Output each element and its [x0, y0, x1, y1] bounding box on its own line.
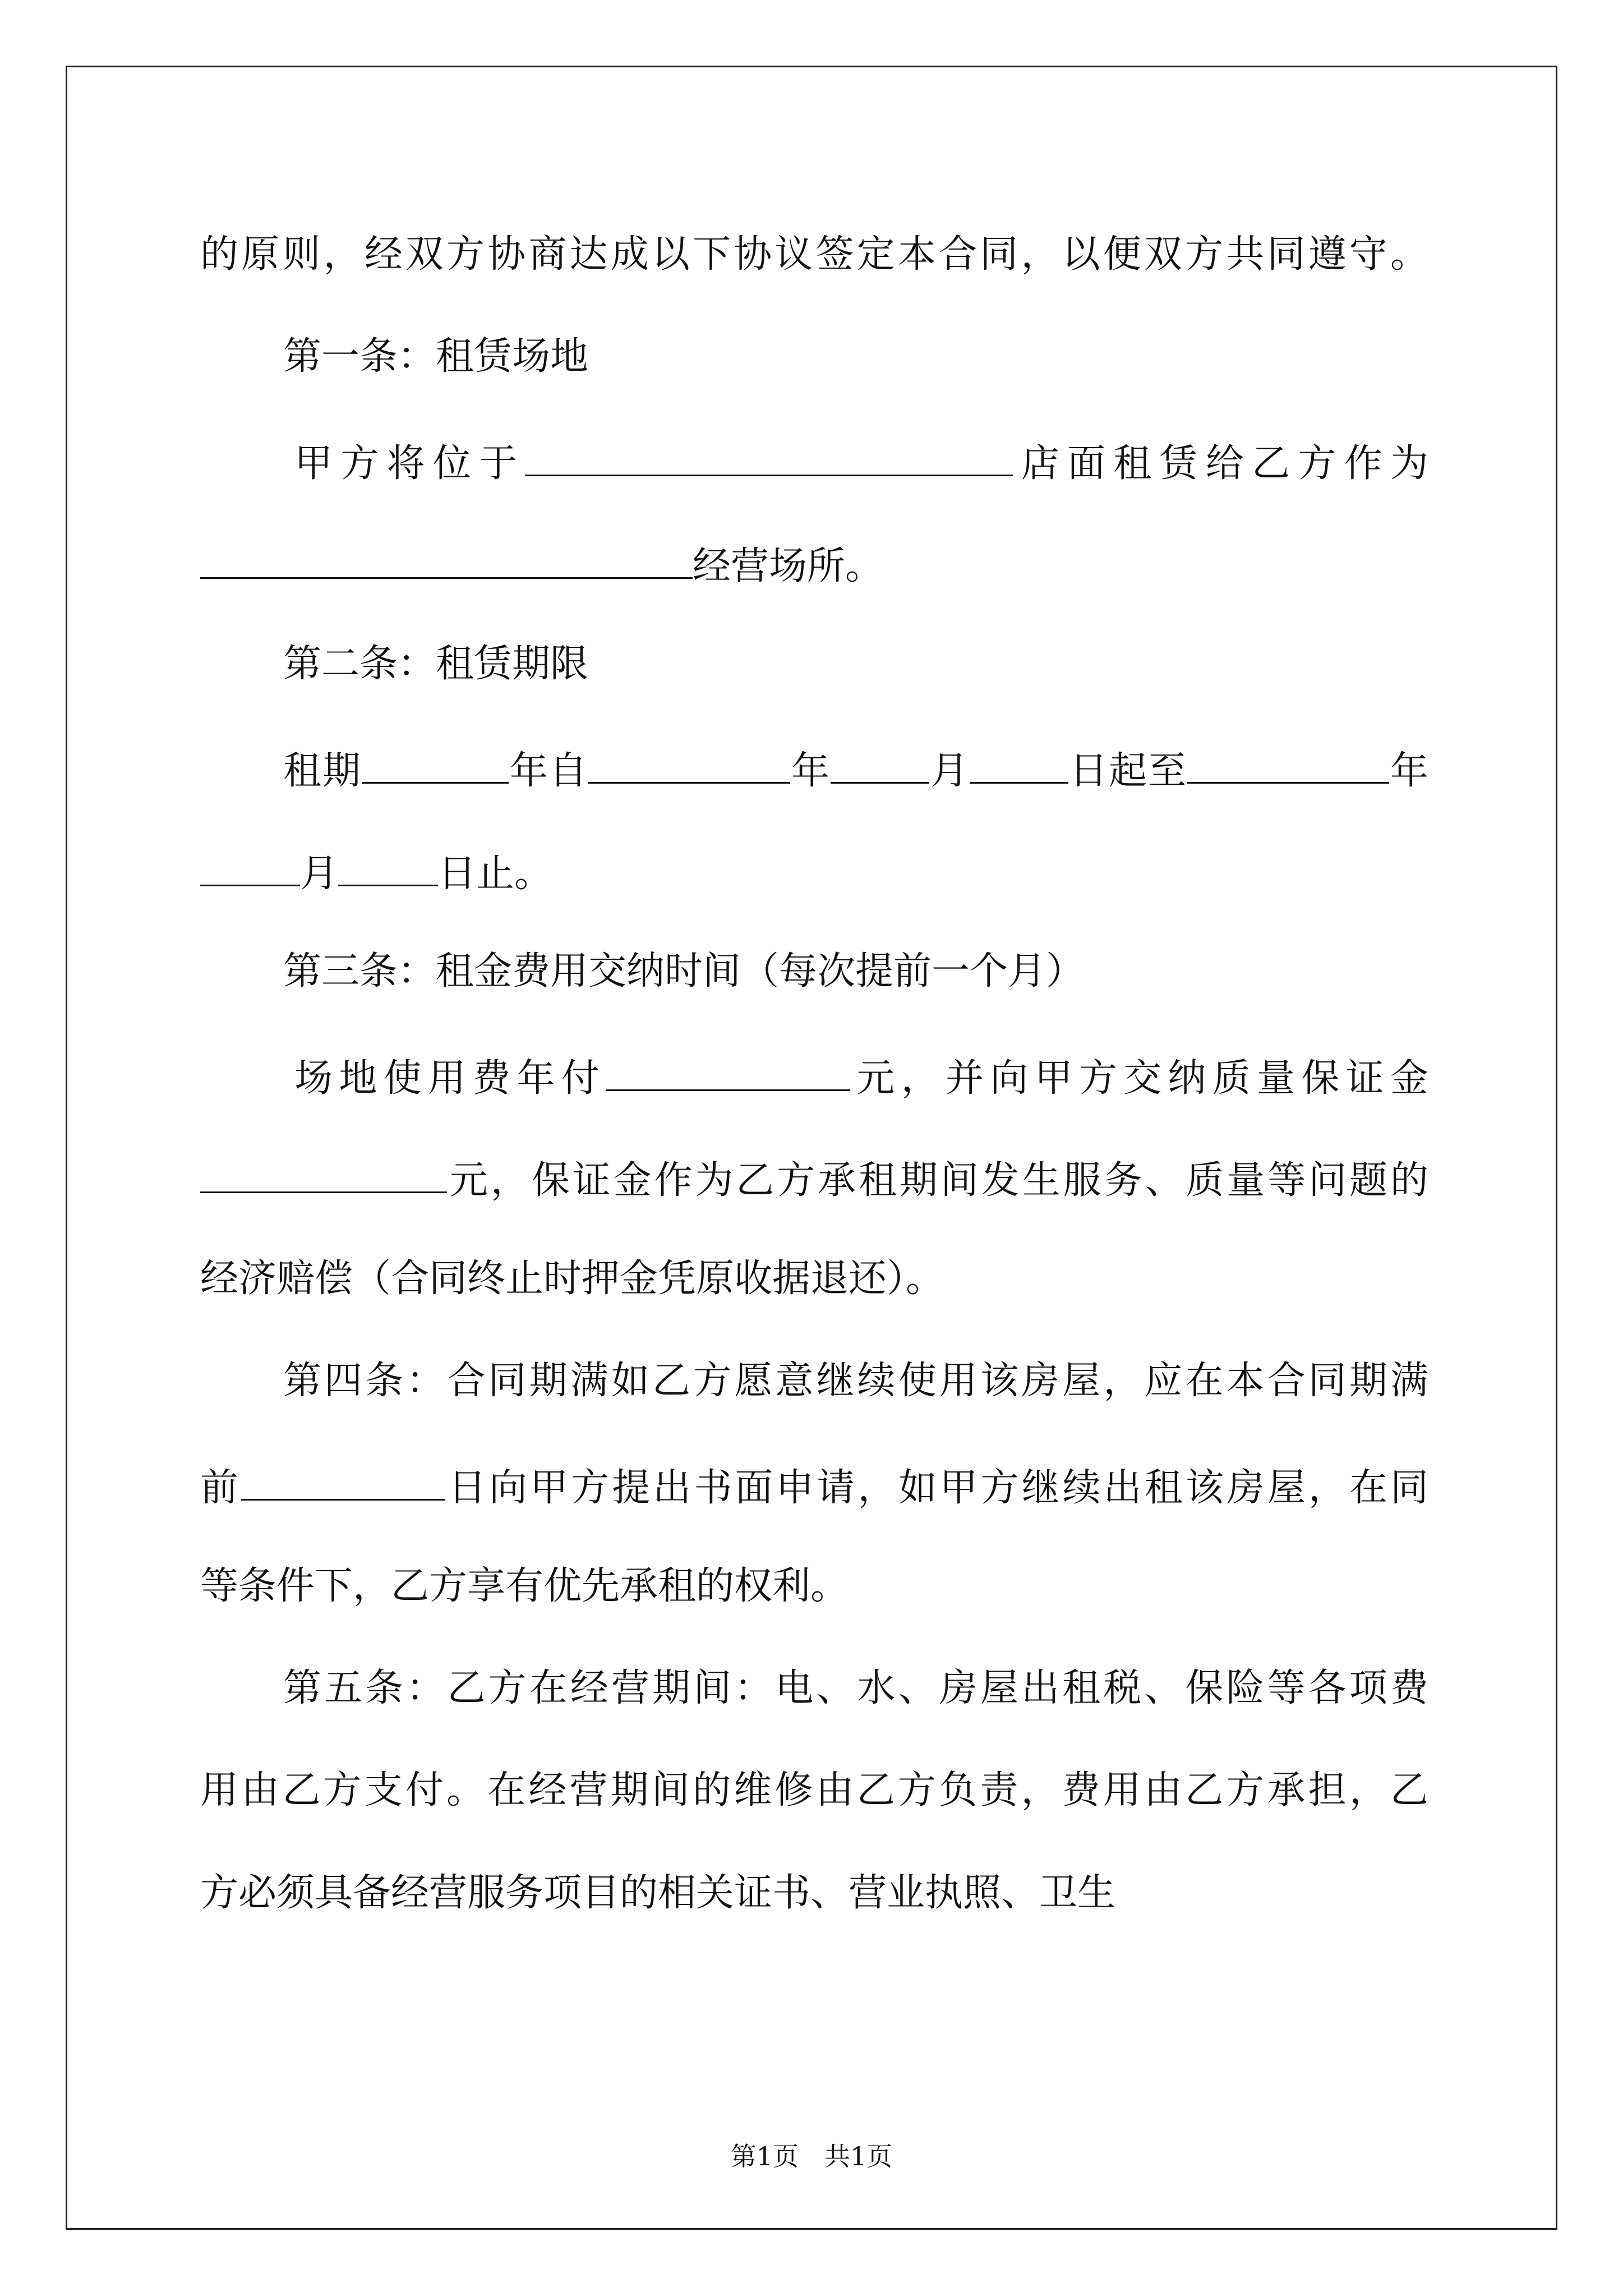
page-footer	[0, 2136, 1623, 2173]
paragraph-line	[283, 1666, 1428, 1710]
paragraph-line	[200, 1768, 1428, 1812]
paragraph-line	[200, 543, 884, 589]
text-run: 日起至	[1068, 749, 1187, 794]
fill-blank	[241, 1465, 445, 1501]
text-run: 方必须具备经营服务项目的相关证书、营业执照、卫生	[200, 1871, 1116, 1915]
paragraph-line	[200, 1871, 1116, 1915]
text-run: 年	[790, 749, 831, 794]
paragraph-line	[200, 232, 1428, 277]
text-run: 年	[1389, 749, 1428, 794]
paragraph-line	[200, 850, 553, 896]
fill-blank	[1187, 748, 1389, 784]
text-run: 第四条：合同期满如乙方愿意继续使用该房屋，应在本合同期满	[283, 1359, 1428, 1403]
text-run: 第一条：租赁场地	[283, 334, 589, 379]
text-run: 日止。	[438, 852, 553, 896]
text-run: 租期	[283, 749, 362, 794]
fill-blank	[588, 748, 790, 784]
article-2-title	[283, 642, 589, 686]
text-run: 等条件下，乙方享有优先承租的权利。	[200, 1564, 849, 1608]
fill-blank	[970, 748, 1068, 784]
text-run: 前	[200, 1466, 242, 1511]
text-run: 经济赔偿（合同终止时押金凭原收据退还）。	[200, 1257, 944, 1301]
fill-blank	[200, 543, 693, 579]
text-run: 经营场所。	[693, 544, 884, 589]
text-run: 月	[300, 852, 339, 896]
paragraph-line	[294, 1055, 1428, 1101]
paragraph-line	[200, 1157, 1428, 1203]
text-run: 用由乙方支付。在经营期间的维修由乙方负责，费用由乙方承担，乙	[200, 1768, 1428, 1812]
fill-blank	[200, 850, 300, 886]
article-3-title	[283, 949, 1085, 993]
paragraph-line	[294, 440, 1428, 486]
fill-blank	[831, 748, 929, 784]
page-number: 第1页 共1页	[730, 2141, 893, 2171]
paragraph-line	[200, 1564, 849, 1608]
text-run: 日向甲方提出书面申请，如甲方继续出租该房屋，在同	[445, 1466, 1428, 1511]
fill-blank	[362, 748, 509, 784]
article-1-title	[283, 334, 589, 379]
text-run: 月	[929, 749, 970, 794]
text-run: 年自	[509, 749, 588, 794]
paragraph-line	[283, 1359, 1428, 1403]
text-run: 元，保证金作为乙方承租期间发生服务、质量等问题的	[447, 1158, 1428, 1203]
text-run: 店面租赁给乙方作为	[1013, 441, 1428, 486]
fill-blank	[338, 850, 438, 886]
text-run: 元，并向甲方交纳质量保证金	[850, 1056, 1428, 1101]
text-run: 的原则，经双方协商达成以下协议签定本合同，以便双方共同遵守。	[200, 232, 1428, 277]
text-run: 甲方将位于	[294, 441, 525, 486]
fill-blank	[606, 1055, 850, 1091]
paragraph-line	[283, 748, 1428, 794]
paragraph-line	[200, 1257, 944, 1301]
fill-blank	[525, 440, 1013, 476]
text-run: 第二条：租赁期限	[283, 642, 589, 686]
paragraph-line	[200, 1465, 1428, 1511]
fill-blank	[200, 1157, 447, 1193]
text-run: 第三条：租金费用交纳时间（每次提前一个月）	[283, 949, 1085, 993]
text-run: 场地使用费年付	[294, 1056, 606, 1101]
text-run: 第五条：乙方在经营期间：电、水、房屋出租税、保险等各项费	[283, 1666, 1428, 1710]
